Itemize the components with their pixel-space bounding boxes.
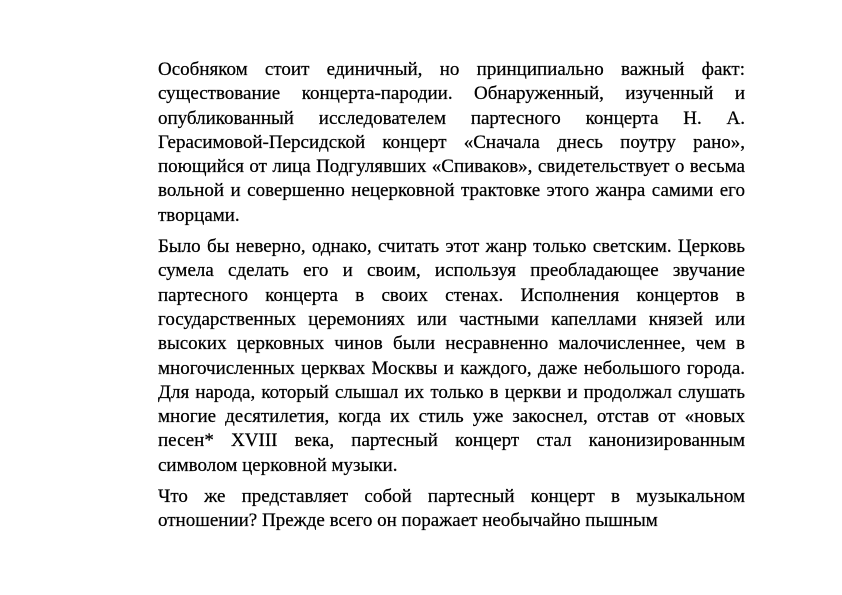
- paragraph-3: Что же представляет собой партесный концерт в музыкальном отношении? Прежде всего он поражает необычайно пышным: [158, 486, 745, 532]
- paragraph-1: Особняком стоит единичный, но принципиально важный факт: существование концерта-пародии. Обнаруженный, изученный и опубликованный исследователем партесного концерта Н. А. Герасимовой-Персидской концерт «Сначала днесь поутру рано», поющийся от лица Подгулявших «Спиваков», свидетельствует о весьма вольной и совершенно нецерковной трактовке этого жанра самими его творцами.: [158, 59, 745, 226]
- paragraph-2: Было бы неверно, однако, считать этот жанр только светским. Церковь сумела сделать его и своим, используя преобладающее звучание партесного концерта в своих стенах. Исполнения концертов в государственных церемониях или частными капеллами князей или высоких церковных чинов были несравненно малочисленнее, чем в многочисленных церквах Москвы и каждого, даже небольшого города. Для народа, который слышал их только в церкви и продолжал слушать многие десятилетия, когда их стиль уже закоснел, отстав от «новых песен* XVIII века, партесный концерт стал канонизированным символом церковной музыки.: [158, 236, 745, 476]
- body-text: [158, 58, 745, 534]
